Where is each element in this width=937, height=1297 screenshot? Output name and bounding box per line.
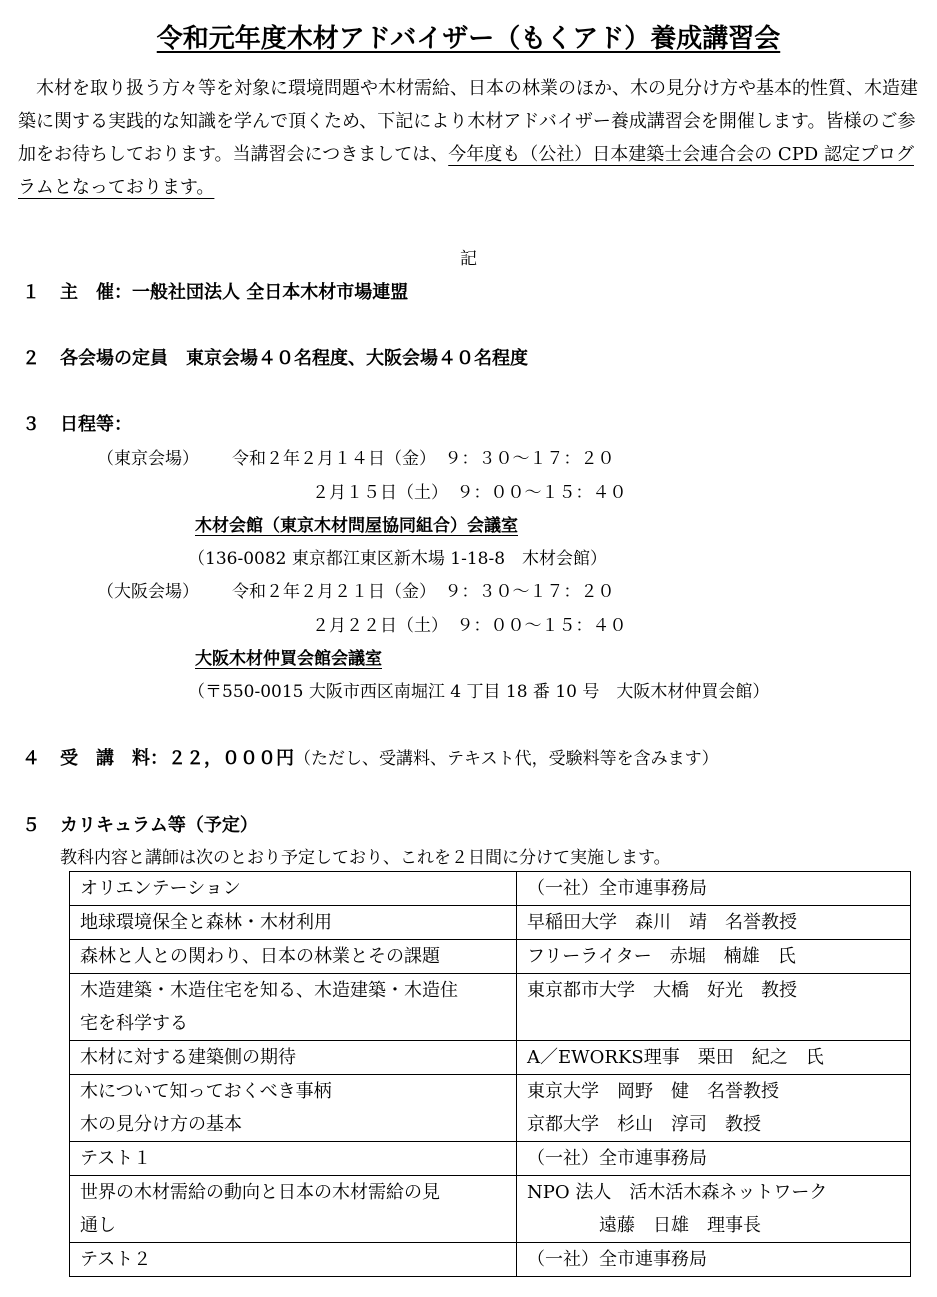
osaka-address: （〒550-0015 大阪市西区南堀江 4 丁目 18 番 10 号 大阪木材仲買会館）: [188, 682, 770, 702]
cpd-notice: 今年度も（公社）日本建築士会連合会の CPD 認定プログラムとなっております。: [18, 144, 914, 198]
lecturer-cell: [517, 940, 911, 974]
ki-heading: 記: [460, 249, 477, 269]
subject-line: 木について知っておくべき事柄: [80, 1081, 332, 1102]
lecturer-line: （一社）全市連事務局: [527, 878, 707, 899]
lecturer-cell: [517, 1041, 911, 1075]
osaka-day2: ２月２２日（土） ９：００～１５：４０: [312, 616, 627, 636]
table-row: [70, 906, 911, 940]
subject-line: 通し: [80, 1215, 116, 1236]
subject-cell: [70, 906, 517, 940]
subject-line: 宅を科学する: [80, 1013, 188, 1034]
section-organizer: １ 主 催：一般社団法人 全日本木材市場連盟: [22, 282, 409, 303]
subject-cell: [70, 940, 517, 974]
intro-paragraph: 木材を取り扱う方々等を対象に環境問題や木材需給、日本の林業のほか、木の見分け方や基本的性質、木造建築に関する実践的な知識を学んで頂くため、下記により木材アドバイザー養成講習会を開催します。皆様のご参加をお待ちしております。当講習会につきましては、今年度も（公社）日本建築士会連合会の CPD 認定プログラムとなっております。: [18, 78, 918, 198]
lecturer-line: （一社）全市連事務局: [527, 1249, 707, 1270]
lecturer-line: 早稲田大学 森川 靖 名誉教授: [527, 912, 797, 933]
tokyo-venue: 木材会館（東京木材問屋協同組合）会議室: [195, 516, 518, 536]
tokyo-address: （136-0082 東京都江東区新木場 1-18-8 木材会館）: [188, 549, 608, 569]
subject-line: 木材に対する建築側の期待: [80, 1047, 296, 1068]
subject-line: オリエンテーション: [80, 878, 241, 899]
section-schedule: ３ 日程等：: [22, 414, 132, 435]
table-row: [70, 1041, 911, 1075]
table-row: [70, 1142, 911, 1176]
lecturer-line: フリーライター 赤堀 楠雄 氏: [527, 946, 796, 967]
tokyo-day2: ２月１５日（土） ９：００～１５：４０: [312, 483, 627, 503]
subject-cell: [70, 1142, 517, 1176]
osaka-venue: 大阪木材仲買会館会議室: [195, 649, 382, 669]
lecturer-line: 東京大学 岡野 健 名誉教授: [527, 1081, 779, 1102]
lecturer-cell: [517, 974, 911, 1041]
table-row: [70, 1243, 911, 1277]
subject-line: 木造建築・木造住宅を知る、木造建築・木造住: [80, 980, 458, 1001]
subject-cell: [70, 1176, 517, 1243]
subject-cell: [70, 872, 517, 906]
lecturer-line: 遠藤 日雄 理事長: [527, 1215, 761, 1236]
section-fee: ４ 受 講 料：２２，０００円（ただし、受講料、テキスト代，受験料等を含みます）: [22, 748, 719, 769]
subject-cell: [70, 1075, 517, 1142]
curriculum-description: 教科内容と講師は次のとおり予定しており、これを２日間に分けて実施します。: [60, 848, 671, 868]
table-row: [70, 872, 911, 906]
table-row: [70, 1075, 911, 1142]
lecturer-line: NPO 法人 活木活木森ネットワーク: [527, 1182, 828, 1203]
lecturer-cell: [517, 1075, 911, 1142]
subject-line: テスト２: [80, 1249, 152, 1270]
lecturer-line: 東京都市大学 大橋 好光 教授: [527, 980, 797, 1001]
lecturer-line: （一社）全市連事務局: [527, 1148, 707, 1169]
lecturer-cell: [517, 906, 911, 940]
subject-line: 世界の木材需給の動向と日本の木材需給の見: [80, 1182, 440, 1203]
subject-cell: [70, 1243, 517, 1277]
osaka-day1: 令和２年２月２１日（金） ９：３０～１７：２０: [232, 582, 615, 602]
lecturer-cell: [517, 872, 911, 906]
section-capacity: ２ 各会場の定員 東京会場４０名程度、大阪会場４０名程度: [22, 348, 528, 369]
subject-cell: [70, 974, 517, 1041]
lecturer-cell: [517, 1142, 911, 1176]
page-title: 令和元年度木材アドバイザー（もくアド）養成講習会: [156, 24, 781, 54]
lecturer-cell: [517, 1176, 911, 1243]
tokyo-label: （東京会場）: [97, 449, 199, 469]
lecturer-cell: [517, 1243, 911, 1277]
subject-line: 森林と人との関わり、日本の林業とその課題: [80, 946, 440, 967]
table-row: [70, 940, 911, 974]
subject-cell: [70, 1041, 517, 1075]
tokyo-day1: 令和２年２月１４日（金） ９：３０～１７：２０: [232, 449, 615, 469]
table-row: [70, 974, 911, 1041]
subject-line: テスト１: [80, 1148, 152, 1169]
osaka-label: （大阪会場）: [97, 582, 199, 602]
lecturer-line: A／EWORKS理事 栗田 紀之 氏: [527, 1047, 824, 1068]
fee-note: （ただし、受講料、テキスト代，受験料等を含みます）: [294, 749, 719, 769]
subject-line: 木の見分け方の基本: [80, 1114, 242, 1135]
table-row: [70, 1176, 911, 1243]
lecturer-line: 京都大学 杉山 淳司 教授: [527, 1114, 761, 1135]
section-curriculum: ５ カリキュラム等（予定）: [22, 815, 258, 836]
curriculum-table: [69, 871, 911, 1277]
subject-line: 地球環境保全と森林・木材利用: [80, 912, 332, 933]
